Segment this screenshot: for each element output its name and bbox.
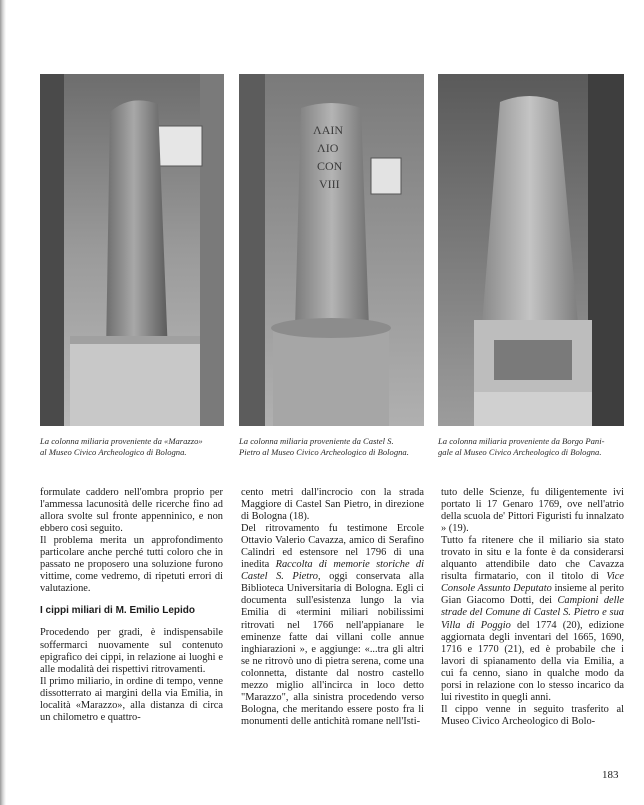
text-column-1 [40, 487, 223, 724]
text-run: Del ritrovamento fu testimone Ercole Ottavio Valerio Cavazza, amico di Serafino Calindri ed estensore nel 1796 di una inedita [241, 523, 424, 571]
paragraph: tuto delle Scienze, fu diligentemente ivi portato li 17 Genaro 1769, ove nell'atrio della scuola de' Pittori Figuristi fu innalzato » (19). [441, 487, 624, 535]
photo-marazzo-column [40, 74, 224, 426]
caption-line: La colonna miliaria proveniente da «Marazzo» [40, 436, 203, 446]
photo-borgo-panigale-column [438, 74, 624, 426]
paragraph: Il primo miliario, in ordine di tempo, venne dissotterrato ai margini della via Emilia, in località «Marazzo», alla distanza di circa un chilometro e quattro- [40, 675, 223, 723]
paragraph: cento metri dall'incrocio con la strada Maggiore di Castel San Pietro, in direzione di Bologna (18). [241, 487, 424, 523]
caption-line: al Museo Civico Archeologico di Bologna. [40, 447, 187, 457]
page-binding-shadow [0, 0, 6, 805]
paragraph: Il problema merita un approfondimento particolare anche perché tutti coloro che in passato ne proposero una soluzione furono vittime, come vedremo, di ripetuti errori di valutazione. [40, 535, 223, 595]
text-column-2 [241, 487, 424, 728]
photo-castel-s-pietro-column [239, 74, 424, 426]
caption-line: Pietro al Museo Civico Archeologico di Bologna. [239, 447, 409, 457]
paragraph [441, 535, 624, 704]
paragraph: Procedendo per gradi, è indispensabile soffermarci nuovamente sul contenuto epigrafico dei cippi, in relazione ai luoghi e alle modalità dei rispettivi ritrovamenti. [40, 627, 223, 675]
text-column-3 [441, 487, 624, 728]
inscription-line-3: CON [317, 159, 343, 173]
caption-line: La colonna miliaria proveniente da Castel S. [239, 436, 394, 446]
caption-line: gale al Museo Civico Archeologico di Bologna. [438, 447, 602, 457]
figure-caption-3 [438, 436, 630, 458]
page-number: 183 [602, 769, 619, 781]
paragraph [241, 523, 424, 728]
inscription-line-2: ΛΙΟ [317, 141, 339, 155]
text-run: Tutto fa ritenere che il miliario sia stato trovato in situ e la fonte è da considerarsi alquanto attendibile dato che Cavazza risulta firmatario, con il titolo di [441, 535, 624, 583]
paragraph: Il cippo venne in seguito trasferito al Museo Civico Archeologico di Bolo- [441, 703, 624, 727]
text-run: insieme al perito Gian Giacomo Dotti, dei [441, 583, 624, 607]
document-title: Campioni delle strade del Comune di Castel S. Pietro e sua Villa di Poggio [441, 595, 625, 631]
section-heading: I cippi miliari di M. Emilio Lepido [40, 605, 196, 617]
inscription-line-1: ΛΑΙΝ [313, 123, 344, 137]
official-title: Vice Console Assunto Deputato [441, 571, 624, 595]
paragraph: formulate caddero nell'ombra proprio per l'ammessa lacunosità delle ricerche fino ad allora svolte sul fronte appenninico, e non ebbero così seguito. [40, 487, 223, 535]
caption-line: La colonna miliaria proveniente da Borgo Pani- [438, 436, 605, 446]
text-run: , oggi conservata alla Biblioteca Universitaria di Bologna. Egli ci documenta sull'esistenza lungo la via Emilia di «termini miliari nobilissimi ritrovati nel 1766 nell'appianare le eminenze fatte dai villani colle annue inghiarazioni », e aggiunge: «...tra gli altri se ne ritrovò uno di pietra serena, come una colonnetta, distante dal nostro castello mezzo miglio all'incirca in loco detto "Marazzo", alla sinistra procedendo verso Bologna, che meritando essere posto fra li monumenti delle antichità romane nell'Isti- [241, 571, 424, 727]
inscription-line-4: VIII [319, 177, 340, 191]
text-run: del 1774 (20), edizione aggiornata degli inventari del 1665, 1690, 1716 e 1770 (21), ed è probabile che i lavori di spianamento della via Emilia, a cui fa cenno, siano in qualche modo da porsi in relazione con lo stesso incarico da lui rivestito in quegli anni. [441, 619, 624, 703]
figure-caption-1 [40, 436, 230, 458]
figure-caption-2 [239, 436, 431, 458]
book-title: Raccolta di memorie storiche di Castel S. Pietro [241, 559, 424, 583]
